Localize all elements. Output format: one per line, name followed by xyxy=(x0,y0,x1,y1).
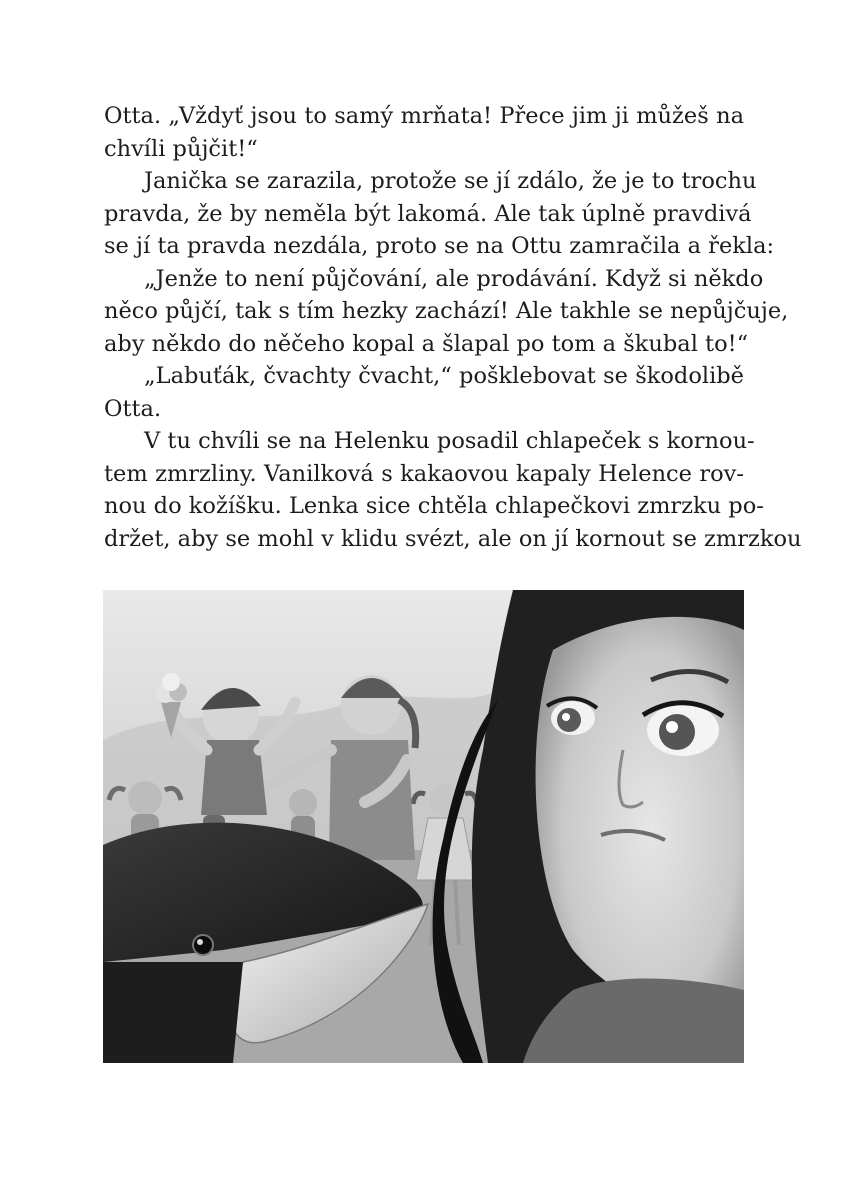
story-illustration xyxy=(103,590,744,1063)
text-line: tem zmrzliny. Vanilková s kakaovou kapaly Helence rov- xyxy=(104,460,744,487)
text-line: V tu chvíli se na Helenku posadil chlapeček s kornou- xyxy=(144,428,755,454)
text-line: „Labuťák, čvachty čvacht,“ pošklebovat se škodolibě xyxy=(144,363,744,389)
text-line: nou do kožíšku. Lenka sice chtěla chlapečkovi zmrzku po- xyxy=(104,493,764,519)
illustration-artwork xyxy=(103,590,744,1063)
text-line: držet, aby se mohl v klidu svézt, ale on jí kornout se zmrzkou xyxy=(104,525,802,552)
text-line: se jí ta pravda nezdála, proto se na Ottu zamračila a řekla: xyxy=(104,233,775,259)
text-line: pravda, že by neměla být lakomá. Ale tak úplně pravdivá xyxy=(104,200,752,227)
body-text xyxy=(104,100,802,555)
text-line: něco půjčí, tak s tím hezky zachází! Ale takhle se nepůjčuje, xyxy=(104,298,789,324)
text-line: aby někdo do něčeho kopal a šlapal po tom a škubal to!“ xyxy=(104,330,749,357)
text-line: „Jenže to není půjčování, ale prodávání. Když si někdo xyxy=(144,265,764,292)
text-line: Otta. xyxy=(104,395,162,422)
text-line: Otta. „Vždyť jsou to samý mrňata! Přece jim ji můžeš na xyxy=(104,103,744,129)
text-line: Janička se zarazila, protože se jí zdálo, že je to trochu xyxy=(144,168,757,194)
text-line: chvíli půjčit!“ xyxy=(104,135,258,162)
